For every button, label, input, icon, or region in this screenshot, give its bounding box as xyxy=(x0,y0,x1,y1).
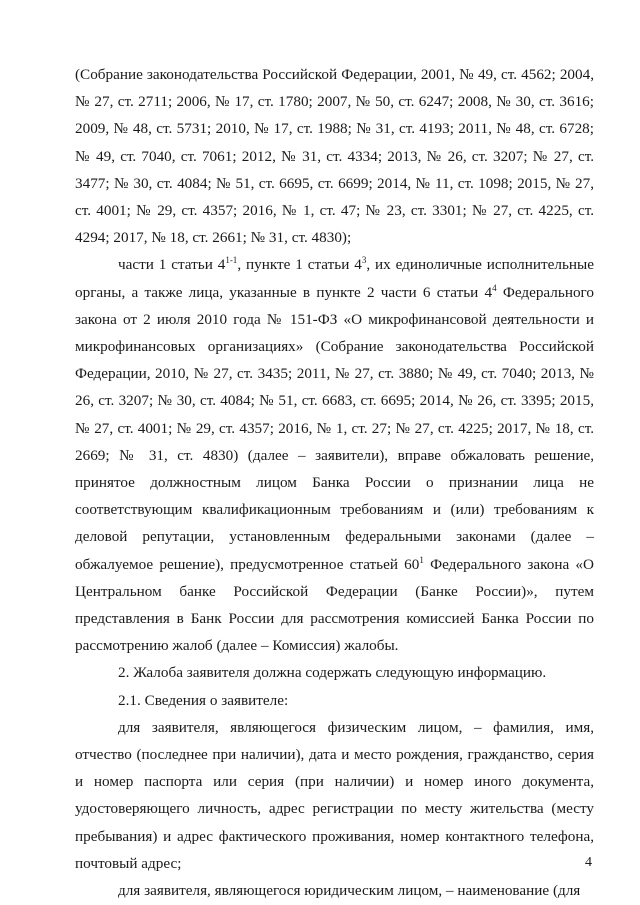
superscript: 3 xyxy=(361,255,367,266)
text-run: Федерального закона от 2 июля 2010 года № 151-ФЗ «О микрофинансовой деятельности и микрофинансовых организациях» (Собрание законодательства Российской Федерации, 2010, № 27, ст. 3435; 2011, № 27, ст. 3880; № 49, ст. 7040; 2013, № 26, ст. 3207; № 30, ст. 4084; № 51, ст. 6683, ст. 6695; 2014, № 26, ст. 3395; 2015, № 27, ст. 4001; № 29, ст. 4357; 2016, № 1, ст. 27; № 27, ст. 4225; 2017, № 18, ст. 2669; № 31, ст. 4830) (далее – заявители), вправе обжаловать решение, принятое должностным лицом Банка России о признании лица не соответствующим квалификационным требованиям и (или) требованиям к деловой репутации, установленным федеральными законами (далее – обжалуемое решение), предусмотренное статьей 60 xyxy=(75,283,594,573)
text-run: 2.1. Сведения о заявителе: xyxy=(118,691,289,709)
text-run: , пункте 1 статьи 4 xyxy=(237,256,362,274)
text-run: (Собрание законодательства Российской Федерации, 2001, № 49, ст. 4562; 2004, № 27, ст. 2711; 2006, № 17, ст. 1780; 2007, № 50, ст. 6247; 2008, № 30, ст. 3616; 2009, № 48, ст. 5731; 2010, № 17, ст. 1988; № 31, ст. 4193; 2011, № 48, ст. 6728; № 49, ст. 7040, ст. 7061; 2012, № 31, ст. 4334; 2013, № 26, ст. 3207; № 27, ст. 3477; № 30, ст. 4084; № 51, ст. 6695, ст. 6699; 2014, № 11, ст. 1098; 2015, № 27, ст. 4001; № 29, ст. 4357; 2016, № 1, ст. 47; № 23, ст. 3301; № 27, ст. 4225, ст. 4294; 2017, № 18, ст. 2661; № 31, ст. 4830); xyxy=(75,66,594,247)
paragraph xyxy=(75,61,594,251)
paragraph xyxy=(75,877,594,904)
text-run: части 1 статьи 4 xyxy=(118,256,226,274)
text-run: Федерального закона «О Центральном банке Российской Федерации (Банке России)», путем представления в Банк России для рассмотрения комиссией Банка России по рассмотрению жалоб (далее – Комиссия) жалобы. xyxy=(75,555,594,655)
text-run: 2. Жалоба заявителя должна содержать следующую информацию. xyxy=(118,664,547,682)
superscript: 1-1 xyxy=(225,255,238,266)
paragraph xyxy=(75,659,594,686)
paragraph xyxy=(75,251,594,659)
superscript: 1 xyxy=(419,554,424,565)
text-run: для заявителя, являющегося физическим лицом, – фамилия, имя, отчество (последнее при наличии), дата и место рождения, гражданство, серия и номер паспорта или серия (при наличии) и номер иного документа, удостоверяющего личность, адрес регистрации по месту жительства (месту пребывания) и адрес фактического проживания, номер контактного телефона, почтовый адрес; xyxy=(75,718,594,872)
text-run: для заявителя, являющегося юридическим лицом, – наименование (для xyxy=(118,882,581,900)
paragraph xyxy=(75,687,594,714)
paragraph xyxy=(75,714,594,877)
document-body xyxy=(75,61,594,904)
superscript: 4 xyxy=(492,282,497,293)
page-number: 4 xyxy=(585,855,592,870)
text-run: , их единоличные исполнительные органы, а также лица, указанные в пункте 2 части 6 статьи 4 xyxy=(75,256,594,301)
